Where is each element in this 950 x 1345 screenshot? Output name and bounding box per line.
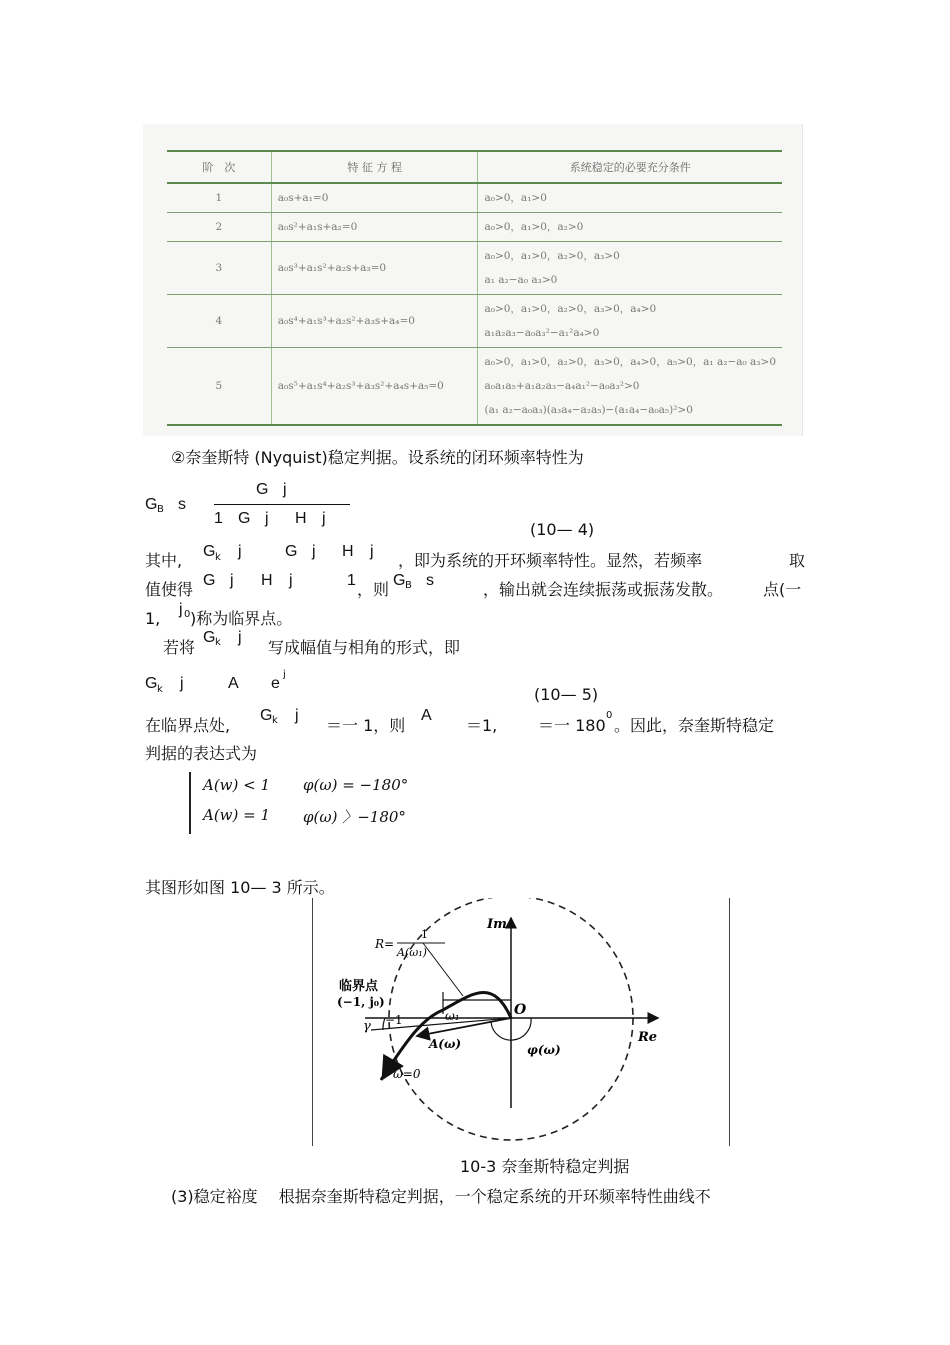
- r-denominator: A(ω₁): [397, 946, 427, 959]
- equation-cell: a₀s³+a₁s²+a₂s+a₃=0: [271, 242, 478, 295]
- math-j: j: [295, 707, 299, 724]
- math-j: j: [312, 543, 316, 560]
- nyquist-conditions-image: [189, 772, 417, 834]
- math-sub-0: 0: [184, 609, 191, 620]
- eq-lhs-sub: B: [157, 504, 164, 515]
- text: 若将: [163, 638, 196, 657]
- minus-one-label: −1: [385, 1013, 403, 1027]
- stability-criteria-table-image: [143, 124, 803, 436]
- equation-number: (10— 5): [534, 685, 599, 704]
- critical-point-coord: (−1, j₀): [337, 995, 385, 1009]
- math-G: G: [203, 572, 216, 589]
- paragraph-stability-margin: (3)稳定裕度 根据奈奎斯特稳定判据，一个稳定系统的开环频率特性曲线不: [171, 1187, 711, 1206]
- text: ＝一 180: [538, 716, 606, 735]
- math-G: G: [203, 543, 216, 560]
- equation-cell: a₀s⁵+a₁s⁴+a₂s³+a₃s²+a₄s+a₅=0: [271, 348, 478, 426]
- text: 取: [789, 551, 806, 570]
- equation-cell: a₀s⁴+a₁s³+a₂s²+a₃s+a₄=0: [271, 295, 478, 348]
- table-row: [167, 348, 782, 426]
- text: 判据的表达式为: [145, 744, 258, 763]
- eq-den-G: G: [238, 510, 251, 527]
- math-H: H: [342, 543, 354, 560]
- table-row: [167, 295, 782, 348]
- math-H: H: [261, 572, 273, 589]
- equation-cell: a₀s+a₁=0: [271, 183, 478, 213]
- math-e: e: [271, 675, 280, 692]
- math-G: G: [145, 675, 158, 692]
- condition-line: a₁ a₂−a₀ a₃>0: [484, 274, 558, 286]
- stability-criteria-table: [167, 150, 782, 426]
- math-j: j: [180, 675, 184, 692]
- text: 点(一: [763, 580, 802, 599]
- text: ，则: [357, 580, 390, 599]
- math-j: j: [370, 543, 374, 560]
- r-label: R=: [375, 937, 395, 951]
- math-sub-k: k: [157, 684, 163, 695]
- order-cell: 4: [167, 295, 271, 348]
- math-sub-k: k: [215, 552, 221, 563]
- a-omega-label: A(ω): [429, 1037, 462, 1051]
- text: 写成幅值与相角的形式，即: [268, 638, 461, 657]
- eq-num-j: j: [283, 481, 287, 498]
- condition-cell: [478, 295, 782, 348]
- omega-zero-label: ω=0: [393, 1067, 421, 1081]
- table-row: [167, 183, 782, 213]
- condition-line: a₀>0，a₁>0: [484, 192, 547, 204]
- text: ＝一 1，则: [326, 716, 406, 735]
- order-cell: 1: [167, 183, 271, 213]
- equation-cell: a₀s²+a₁s+a₂=0: [271, 213, 478, 242]
- equation-number: (10— 4): [530, 520, 595, 539]
- gamma-label: γ: [363, 1019, 371, 1034]
- text: 。因此，奈奎斯特稳定: [614, 716, 775, 735]
- nyquist-diagram: [313, 898, 729, 1146]
- math-sup-j: j: [283, 669, 286, 680]
- math-G: G: [285, 543, 298, 560]
- condition-line: a₀>0，a₁>0，a₂>0，a₃>0，a₄>0: [484, 303, 657, 315]
- text: ，输出就会连续振荡或振荡发散。: [483, 580, 724, 599]
- math-j: j: [238, 629, 242, 646]
- r-numerator: 1: [421, 928, 428, 941]
- condition-left: A(w) < 1: [203, 776, 271, 794]
- condition-line: a₀>0，a₁>0，a₂>0: [484, 221, 584, 233]
- fraction-bar: [214, 504, 350, 505]
- condition-cell: [478, 183, 782, 213]
- omega1-label: ω₁: [445, 1009, 460, 1023]
- math-G: G: [260, 707, 273, 724]
- eq-den-j: j: [265, 510, 269, 527]
- math-j: j: [179, 601, 183, 618]
- condition-line: a₀>0，a₁>0，a₂>0，a₃>0，a₄>0，a₅>0，a₁ a₂−a₀ a₃>0: [484, 356, 776, 368]
- eq-num-G: G: [256, 481, 269, 498]
- math-sub-k: k: [215, 637, 221, 648]
- math-j: j: [238, 543, 242, 560]
- condition-cell: [478, 348, 782, 426]
- paragraph-nyquist-intro: ②奈奎斯特 (Nyquist)稳定判据。设系统的闭环频率特性为: [171, 448, 584, 467]
- order-cell: 3: [167, 242, 271, 295]
- eq-lhs-s: s: [178, 496, 186, 513]
- math-1: 1: [347, 572, 356, 589]
- text: 值使得: [145, 580, 194, 599]
- text: )称为临界点。: [190, 609, 293, 628]
- text: ＝1,: [466, 716, 498, 735]
- eq-den-1: 1: [214, 510, 223, 527]
- curve-direction-arrow: [383, 1061, 393, 1078]
- condition-right: φ(ω) 〉−180°: [303, 808, 406, 826]
- condition-left: A(w) = 1: [203, 806, 271, 824]
- eq-den-j2: j: [322, 510, 326, 527]
- text: ，即为系统的开环频率特性。显然，若频率: [398, 551, 703, 570]
- text: 在临界点处,: [145, 716, 231, 735]
- math-A: A: [421, 707, 432, 724]
- re-axis-label: Re: [638, 1030, 658, 1045]
- condition-cell: [478, 242, 782, 295]
- condition-line: (a₁ a₂−a₀a₃)(a₃a₄−a₂a₅)−(a₁a₄−a₀a₅)²>0: [484, 404, 693, 416]
- table-header-condition: 系统稳定的必要充分条件: [478, 151, 782, 183]
- text: 其中,: [145, 551, 183, 570]
- origin-label: O: [514, 1002, 527, 1018]
- table-row: [167, 242, 782, 295]
- math-s: s: [426, 572, 434, 589]
- condition-line: a₁a₂a₃−a₀a₃²−a₁²a₄>0: [484, 327, 600, 339]
- condition-right: φ(ω) = −180°: [303, 776, 409, 794]
- math-j: j: [230, 572, 234, 589]
- math-G: G: [393, 572, 406, 589]
- eq-lhs-G: G: [145, 496, 158, 513]
- text: 1,: [145, 609, 161, 628]
- critical-point-label: 临界点: [339, 979, 379, 994]
- math-sub-k: k: [272, 715, 278, 726]
- radius-leader: [423, 943, 463, 996]
- condition-line: a₀>0，a₁>0，a₂>0，a₃>0: [484, 250, 620, 262]
- nyquist-figure: [312, 898, 730, 1146]
- paragraph-figure-ref: 其图形如图 10— 3 所示。: [145, 878, 335, 897]
- order-cell: 5: [167, 348, 271, 426]
- condition-line: a₀a₁a₅+a₁a₂a₃−a₄a₁²−a₀a₃²>0: [484, 380, 640, 392]
- magnitude-vector: [417, 1018, 511, 1036]
- order-cell: 2: [167, 213, 271, 242]
- eq-den-H: H: [295, 510, 307, 527]
- math-A: A: [228, 675, 239, 692]
- figure-caption: 10-3 奈奎斯特稳定判据: [460, 1157, 630, 1176]
- table-header-order: 阶 次: [167, 151, 271, 183]
- math-j: j: [289, 572, 293, 589]
- math-sub-B: B: [405, 580, 412, 591]
- math-sup-0: 0: [606, 710, 613, 721]
- math-G: G: [203, 629, 216, 646]
- condition-cell: [478, 213, 782, 242]
- phi-omega-label: φ(ω): [527, 1043, 561, 1057]
- im-axis-label: Im: [487, 917, 507, 932]
- table-header-equation: 特 征 方 程: [271, 151, 478, 183]
- table-row: [167, 213, 782, 242]
